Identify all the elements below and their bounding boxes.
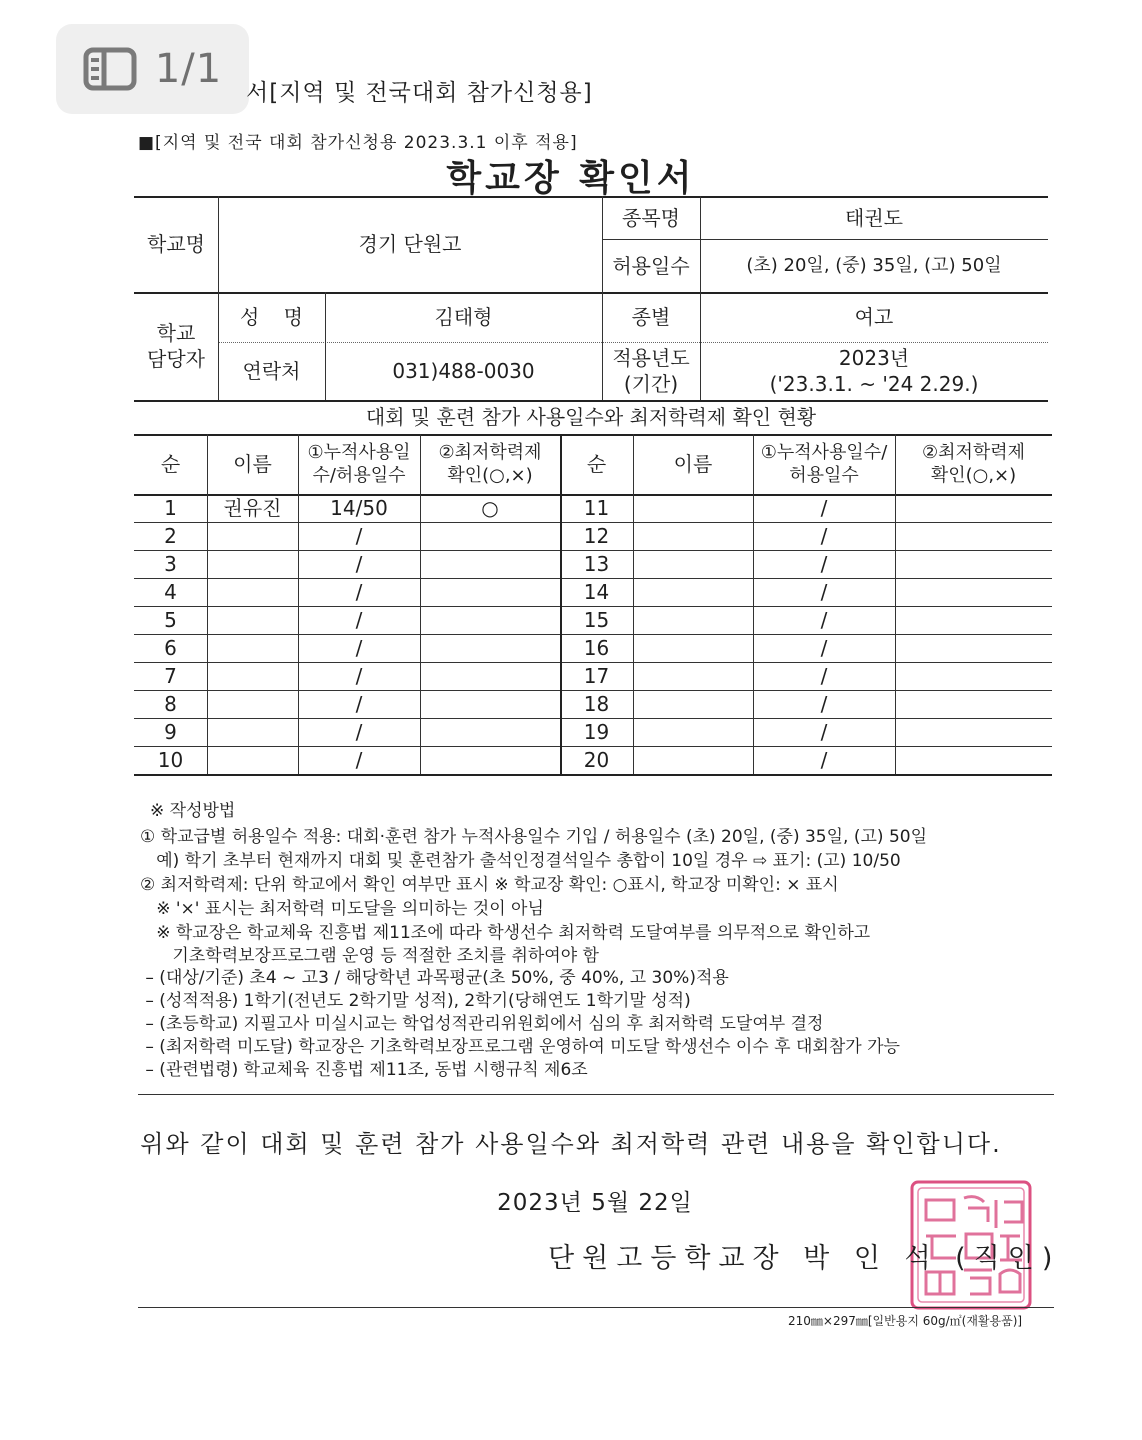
cell-days: / xyxy=(820,720,828,744)
year-label: 적용년도 (기간) xyxy=(612,346,690,396)
cell-check xyxy=(895,718,1052,746)
col-name-left: 이름 xyxy=(233,452,272,476)
event-label: 종목명 xyxy=(622,205,680,230)
cell-days: / xyxy=(820,496,828,520)
cell-check xyxy=(895,606,1052,634)
cell-check xyxy=(420,634,560,662)
cell-check xyxy=(895,494,1052,522)
cell-n: 12 xyxy=(583,524,610,548)
note-line: – (관련법령) 학교체육 진흥법 제11조, 동법 시행규칙 제6조 xyxy=(140,1060,588,1080)
cell-name xyxy=(633,746,753,774)
school-value: 경기 단원고 xyxy=(358,232,462,256)
cell-check xyxy=(420,718,560,746)
name-label: 성 명 xyxy=(240,305,303,329)
cell-days: / xyxy=(820,608,828,632)
cell-n: 17 xyxy=(583,664,610,688)
cell-name xyxy=(633,662,753,690)
cell-check: ○ xyxy=(481,496,499,520)
cell-check xyxy=(895,550,1052,578)
cell-n: 8 xyxy=(164,692,177,716)
cell-name xyxy=(633,634,753,662)
note-line: 예) 학기 초부터 현재까지 대회 및 훈련참가 출석인정결석일수 총합이 10일 경우 ⇨ 표기: (고) 10/50 xyxy=(140,851,901,871)
cell-n: 9 xyxy=(164,720,177,744)
cell-name xyxy=(207,550,298,578)
cell-days: / xyxy=(820,636,828,660)
col-name-right: 이름 xyxy=(673,452,713,476)
cell-check xyxy=(420,578,560,606)
contact-value: 031)488-0030 xyxy=(392,359,535,383)
type-label: 종별 xyxy=(631,305,671,329)
cell-n: 6 xyxy=(164,636,177,660)
document-header: 서[지역 및 전국대회 참가신청용] xyxy=(246,80,593,106)
cell-name xyxy=(633,718,753,746)
cell-check xyxy=(420,550,560,578)
cell-name xyxy=(207,522,298,550)
cell-check xyxy=(895,522,1052,550)
note-line: – (성적적용) 1학기(전년도 2학기말 성적), 2학기(당해연도 1학기말 성적) xyxy=(140,991,691,1011)
cell-days: / xyxy=(355,748,363,772)
cell-check xyxy=(895,578,1052,606)
col-seq-right: 순 xyxy=(586,452,607,476)
cell-n: 14 xyxy=(583,580,610,604)
school-label: 학교명 xyxy=(147,232,205,256)
type-value: 여고 xyxy=(854,305,894,329)
document-subheader: ■[지역 및 전국 대회 참가신청용 2023.3.1 이후 적용] xyxy=(138,133,578,153)
event-value: 태권도 xyxy=(845,205,903,230)
cell-n: 15 xyxy=(583,608,610,632)
cell-check xyxy=(420,690,560,718)
col-seq-left: 순 xyxy=(160,452,181,476)
cell-days: / xyxy=(355,636,363,660)
note-line: – (대상/기준) 초4 ~ 고3 / 해당학년 과목평균(초 50%, 중 40%, 고 30%)적용 xyxy=(140,968,729,988)
cell-check xyxy=(420,522,560,550)
col-check-right: ②최저학력제 확인(○,×) xyxy=(921,441,1026,486)
cell-name xyxy=(633,690,753,718)
cell-n: 19 xyxy=(583,720,610,744)
allow-value: (초) 20일, (중) 35일, (고) 50일 xyxy=(746,254,1002,276)
note-line: 기초학력보장프로그램 운영 등 적절한 조치를 취하여야 함 xyxy=(140,946,599,966)
cell-days: / xyxy=(355,524,363,548)
page-number: 1/1 xyxy=(154,46,223,92)
cell-days: 14/50 xyxy=(330,496,388,520)
cell-days: / xyxy=(355,608,363,632)
cell-days: / xyxy=(820,580,828,604)
cell-check xyxy=(420,606,560,634)
cell-name xyxy=(207,690,298,718)
cell-n: 5 xyxy=(164,608,177,632)
cell-name xyxy=(207,746,298,774)
cell-name xyxy=(207,634,298,662)
document-title: 학교장 확인서 xyxy=(446,158,696,199)
note-line: – (최저학력 미도달) 학교장은 기초학력보장프로그램 운영하여 미도달 학생선수 이수 후 대회참가 가능 xyxy=(140,1037,900,1057)
col-days-left: ①누적사용일 수/허용일수 xyxy=(307,441,411,486)
cell-days: / xyxy=(355,692,363,716)
cell-name xyxy=(207,578,298,606)
cell-check xyxy=(420,746,560,774)
cell-days: / xyxy=(820,664,828,688)
cell-name xyxy=(633,606,753,634)
cell-n: 2 xyxy=(164,524,177,548)
cell-days: / xyxy=(820,552,828,576)
cell-n: 1 xyxy=(164,496,177,520)
cell-days: / xyxy=(355,580,363,604)
cell-name xyxy=(633,578,753,606)
confirm-date: 2023년 5월 22일 xyxy=(497,1190,693,1216)
cell-check xyxy=(420,662,560,690)
note-line: ※ '×' 표시는 최저학력 미도달을 의미하는 것이 아님 xyxy=(140,899,544,919)
cell-days: / xyxy=(820,524,828,548)
note-line: ① 학교급별 허용일수 적용: 대회·훈련 참가 누적사용일수 기입 / 허용일수 (초) 20일, (중) 35일, (고) 50일 xyxy=(140,827,928,847)
note-line: ② 최저학력제: 단위 학교에서 확인 여부만 표시 ※ 학교장 확인: ○표시, 학교장 미확인: × 표시 xyxy=(140,875,839,895)
cell-name xyxy=(207,718,298,746)
note-line: – (초등학교) 지필고사 미실시교는 학업성적관리위원회에서 심의 후 최저학력 도달여부 결정 xyxy=(140,1014,824,1034)
cell-days: / xyxy=(355,664,363,688)
cell-n: 11 xyxy=(583,496,610,520)
year-value: 2023년 ('23.3.1. ~ '24 2.29.) xyxy=(769,346,979,396)
note-line: ※ 학교장은 학교체육 진흥법 제11조에 따라 학생선수 최저학력 도달여부를 의무적으로 확인하고 xyxy=(140,923,871,943)
cell-check xyxy=(895,634,1052,662)
cell-days: / xyxy=(820,692,828,716)
cell-n: 13 xyxy=(583,552,610,576)
confirm-statement: 위와 같이 대회 및 훈련 참가 사용일수와 최저학력 관련 내용을 확인합니다. xyxy=(140,1130,1002,1158)
reader-mode-icon xyxy=(83,47,137,91)
cell-days: / xyxy=(355,720,363,744)
cell-name xyxy=(633,522,753,550)
col-check-left: ②최저학력제 확인(○,×) xyxy=(438,441,542,486)
table-title: 대회 및 훈련 참가 사용일수와 최저학력제 확인 현황 xyxy=(365,405,817,429)
paper-spec: 210㎜×297㎜[일반용지 60g/㎡(재활용품)] xyxy=(788,1314,1023,1328)
cell-days: / xyxy=(355,552,363,576)
col-days-right: ①누적사용일수/ 허용일수 xyxy=(760,441,888,486)
cell-check xyxy=(895,690,1052,718)
cell-name xyxy=(207,662,298,690)
cell-name xyxy=(633,550,753,578)
page-indicator[interactable] xyxy=(56,24,249,114)
cell-n: 10 xyxy=(157,748,184,772)
name-value: 김태형 xyxy=(434,305,493,329)
cell-name xyxy=(207,606,298,634)
cell-name: 권유진 xyxy=(223,496,282,520)
principal-signature: 단원고등학교장 박 인 석 (직인) xyxy=(548,1243,1061,1274)
cell-n: 20 xyxy=(583,748,610,772)
cell-check xyxy=(895,662,1052,690)
allow-label: 허용일수 xyxy=(612,253,690,278)
staff-label: 학교 담당자 xyxy=(147,321,205,371)
cell-n: 16 xyxy=(583,636,610,660)
cell-name xyxy=(633,494,753,522)
notes-heading: ※ 작성방법 xyxy=(150,801,236,821)
cell-n: 4 xyxy=(164,580,177,604)
contact-label: 연락처 xyxy=(242,359,301,383)
cell-n: 7 xyxy=(164,664,177,688)
cell-check xyxy=(895,746,1052,774)
cell-n: 18 xyxy=(583,692,610,716)
cell-days: / xyxy=(820,748,828,772)
cell-n: 3 xyxy=(164,552,177,576)
